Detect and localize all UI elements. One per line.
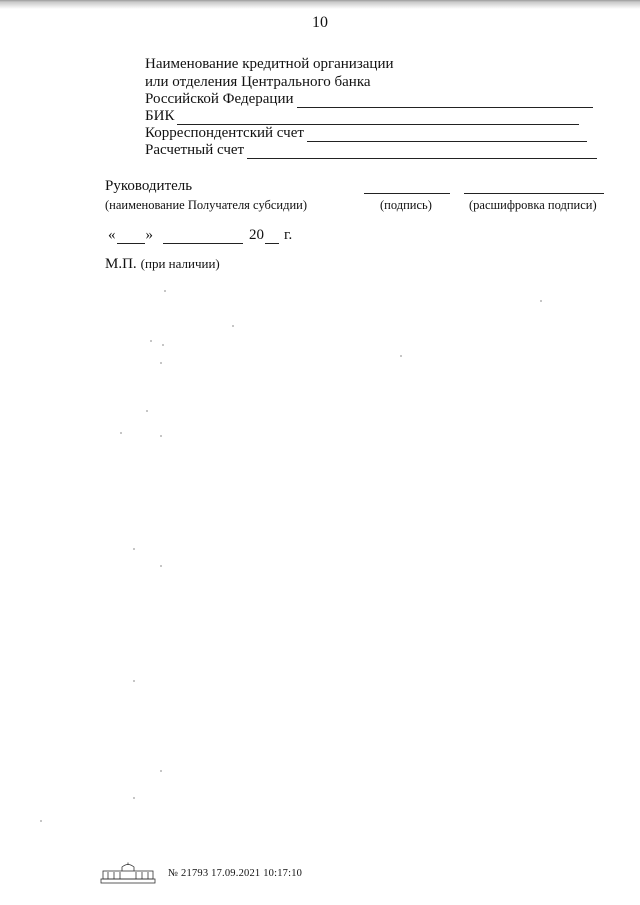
- scan-speck: [133, 680, 135, 682]
- head-line: [105, 177, 192, 195]
- scan-speck: [146, 410, 148, 412]
- date-day-field[interactable]: [117, 229, 145, 244]
- scan-speck: [400, 355, 402, 357]
- registration-text: № 21793 17.09.2021 10:17:10: [168, 867, 303, 879]
- scan-speck: [160, 435, 162, 437]
- corr-account-field[interactable]: [307, 127, 587, 142]
- date-year-suffix: г.: [284, 227, 293, 243]
- signature-caption: (подпись): [380, 198, 432, 212]
- head-label: Руководитель: [105, 178, 193, 194]
- scan-speck: [150, 340, 152, 342]
- scan-speck: [120, 432, 122, 434]
- corr-account-label: Корреспондентский счет: [145, 125, 304, 141]
- settlement-account-line: [145, 141, 597, 159]
- bik-line: [145, 107, 579, 125]
- decoding-caption: (расшифровка подписи): [469, 198, 597, 212]
- scan-speck: [162, 344, 164, 346]
- scan-speck: [160, 770, 162, 772]
- signature-decoding-field[interactable]: [464, 192, 604, 194]
- scan-edge: [0, 0, 640, 9]
- scan-speck: [160, 362, 162, 364]
- date-year-prefix: 20: [249, 227, 264, 243]
- date-month-field[interactable]: [163, 229, 243, 244]
- bank-name-text-1: Наименование кредитной организации: [145, 56, 394, 72]
- settlement-account-field[interactable]: [247, 144, 597, 159]
- bank-name-text-2: или отделения Центрального банка: [145, 74, 371, 90]
- scan-speck: [133, 797, 135, 799]
- bank-name-line-1: [145, 55, 394, 73]
- building-emblem-icon: [100, 862, 156, 884]
- recipient-caption: (наименование Получателя субсидии): [105, 198, 308, 212]
- bik-field[interactable]: [177, 110, 579, 125]
- date-open-quote: «: [108, 227, 116, 243]
- bank-name-field[interactable]: [297, 93, 593, 108]
- signature-field[interactable]: [364, 192, 450, 194]
- settlement-account-label: Расчетный счет: [145, 142, 245, 158]
- date-year-field[interactable]: [265, 229, 279, 244]
- stamp-condition: (при наличии): [140, 256, 220, 271]
- page-number: 10: [312, 14, 328, 31]
- registration-footer: [100, 862, 302, 884]
- bank-name-text-3: Российской Федерации: [145, 91, 294, 107]
- bank-name-line-3: [145, 90, 593, 108]
- scan-speck: [160, 565, 162, 567]
- scan-speck: [164, 290, 166, 292]
- scan-speck: [133, 548, 135, 550]
- bank-name-line-2: [145, 73, 371, 91]
- date-line: [108, 226, 292, 244]
- bik-label: БИК: [145, 108, 175, 124]
- date-close-quote: »: [145, 227, 153, 243]
- scan-speck: [40, 820, 42, 822]
- scan-speck: [540, 300, 542, 302]
- stamp-line: [105, 255, 220, 273]
- corr-account-line: [145, 124, 587, 142]
- stamp-label: М.П.: [105, 256, 137, 272]
- scan-speck: [232, 325, 234, 327]
